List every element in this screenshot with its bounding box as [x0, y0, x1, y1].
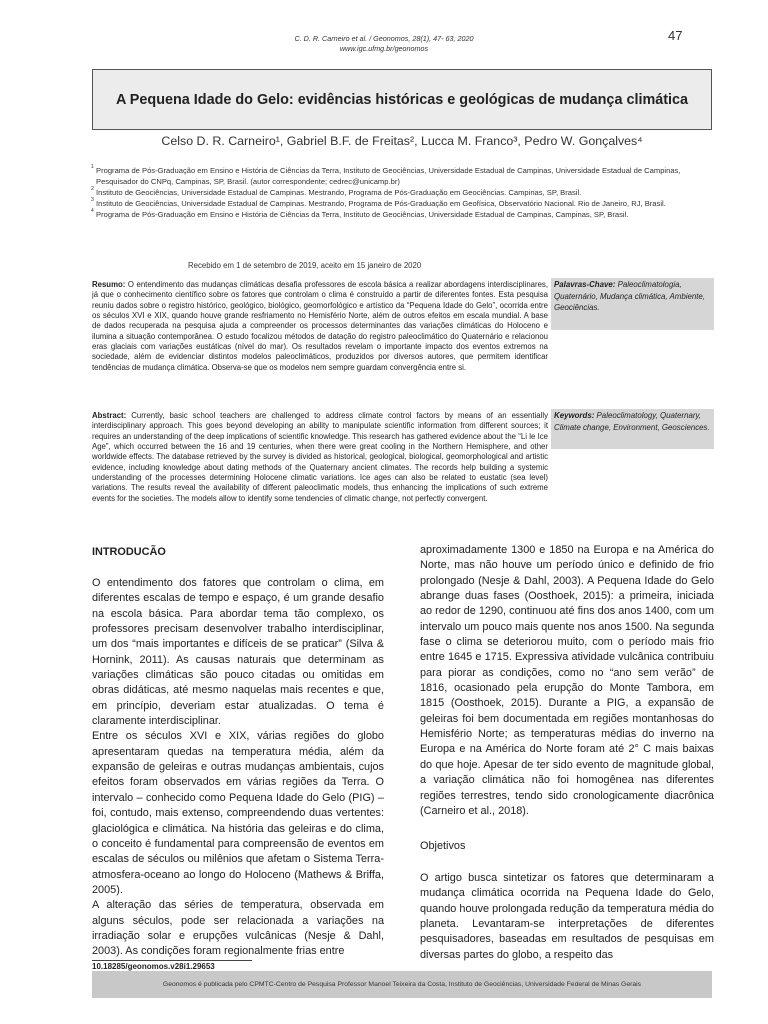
body-column-right	[420, 543, 714, 819]
body-paragraph: aproximadamente 1300 e 1850 na Europa e na América do Norte, mas não houve um período único e definido de frio prolongado (Nesje & Dahl, 2003). A Pequena Idade do Gelo abrange duas fases (Oosthoek, 2015): a primeira, iniciada ao redor de 1290, continuou até fins dos anos 1400, com um intervalo um pouco mais quente nos anos 1500. Na segunda fase o clima se deteriorou muito, com o período mais frio entre 1645 e 1715. Expressiva atividade vulcânica contribuiu para piorar as condições, como no “ano sem verão” de 1816, ocasionado pela erupção do Monte Tambora, em 1815 (Oosthoek, 2015). Durante a PIG, a expansão de geleiras foi bem documentada em regiões montanhosas do Hemisfério Norte; as temperaturas médias do inverno na Europa e na América do Norte foram até 2° C mais baixas do que hoje. Apesar de ter sido evento de magnitude global, a variação climática não foi homogênea nas diferentes regiões terrestres, tendo sido cronologicamente diacrônica (Carneiro et al., 2018).	[420, 544, 714, 817]
affiliation-text: Instituto de Geociências, Universidade Estadual de Campinas. Mestrando, Programa de Pós-Graduação em Geofísica, Observatório Nacional. Rio de Janeiro, RJ, Brasil.	[96, 199, 666, 208]
affiliation-4	[92, 209, 712, 220]
title-box	[92, 69, 712, 130]
affiliations	[92, 165, 712, 220]
citation-line-1: C. D. R. Carneiro et al. / Geonomos, 28(1), 47- 63, 2020	[294, 34, 474, 43]
abstract-text: Currently, basic school teachers are challenged to address climate control factors by means of an essentially interdisciplinary approach. This goes beyond developing an ability to manipulate scientific information from different sources; it requires an understanding of the deep implications of scientific knowledge. This research has gathered evidence about the “Li le Ice Age”, which occurred between the 16 and 19 centuries, when there were great cooling in the Northern Hemisphere, and other worldwide effects. The database retrieved by the survey is divided as historical, geological, biological, geomorphological and artistic evidence, including knowledge about dating methods of the Quaternary ancient climates. The records help building a systemic understanding of the processes determining Holocene climatic variations. Ice ages can also be related to eustatic (sea level) variations. The results reveal the availability of different paleoclimatic models, thus enhancing the implications of such extreme events for the societies. The models allow to identify some tendencies of climatic change, not perfectly convergent.	[92, 411, 548, 503]
affiliation-2	[92, 187, 712, 198]
article-title: A Pequena Idade do Gelo: evidências históricas e geológicas de mudança climática	[115, 91, 689, 108]
body-paragraph: Entre os séculos XVI e XIX, várias regiões do globo apresentaram quedas na temperatura média, além da expansão de geleiras e outras mudanças ambientais, cujos efeitos foram observados em várias regiões da Terra. O intervalo – conhecido como Pequena Idade do Gelo (PIG) – foi, contudo, mais extenso, compreendendo duas vertentes: glaciológica e climática. Na história das geleiras e do clima, o conceito é fundamental para compreensão de eventos em escalas de séculos ou milênios que afetam o Sistema Terra-atmosfera-oceano ao longo do Holoceno (Mathews & Briffa, 2005).	[92, 730, 384, 896]
affiliation-number: 1	[91, 164, 94, 170]
section-heading-introducao: INTRODUCÃO	[92, 546, 166, 558]
keywords-text: Paleoclimatology, Quaternary, Climate change, Environment, Geosciences.	[554, 411, 710, 432]
resumo-text: O entendimento das mudanças climáticas desafia professores de escola básica a realizar abordagens interdisciplinares, já que o conhecimento científico sobre os fatores que controlam o clima é construído a partir de diferentes fontes. Esta pesquisa reuniu dados sobre o registro histórico, geológico, biológico, geomorfológico e artístico da “Pequena Idade do Gelo”, ocorrida entre os séculos XVI e XIX, quando houve grande resfriamento no Hemisfério Norte, além de outros efeitos em escala mundial. A base de dados recuperada na pesquisa ajuda a compreender os processos determinantes das variações climáticas do Holoceno e ilumina a situação contemporânea. O estudo focalizou métodos de datação do registro paleoclimático do Quaternário e relacionou eras glaciais com variações eustáticas (nível do mar). Os resultados revelam o importante impacto dos eventos extremos na sociedade, além de evidenciar distintos modelos paleoclimáticos, produzidos por diversos autores, que permitem identificar tendências de mudança climática. Observa-se que os modelos nem sempre guardam convergência entre si.	[92, 280, 548, 372]
affiliation-number: 2	[91, 186, 94, 192]
palavras-chave-box	[551, 278, 714, 330]
affiliation-number: 4	[91, 208, 94, 214]
body-paragraph: A alteração das séries de temperatura, observada em alguns séculos, pode ser relacionada a variações na irradiação solar e erupções vulcânicas (Nesje & Dahl, 2003). As condições foram regionalmente frias entre	[92, 899, 384, 958]
palavras-chave-text: Paleoclimatologia, Quaternário, Mudança climática, Ambiente, Geociências.	[554, 280, 706, 313]
palavras-chave-label: Palavras-Chave:	[554, 280, 616, 289]
affiliation-1	[92, 165, 712, 187]
publisher-footer: Geonomos é publicada pelo CPMTC-Centro de Pesquisa Professor Manoel Teixeira da Costa, Instituto de Geociências, Universidade Federal de Minas Gerais	[92, 971, 712, 998]
doi-link[interactable]: 10.18285/geonomos.v28i1.29653	[92, 960, 252, 971]
subsection-heading-objetivos: Objetivos	[420, 840, 466, 852]
affiliation-text: Instituto de Geociências, Universidade Estadual de Campinas. Mestrando, Programa de Pós-Graduação em Geociências. Campinas, SP, Brasil.	[96, 188, 582, 197]
abstract-label: Abstract:	[92, 411, 127, 420]
affiliation-text: Programa de Pós-Graduação em Ensino e História de Ciências da Terra, Instituto de Geociências, Universidade Estadual de Campinas, Universidade Estadual de Campinas, Pesquisador do CNPq, Campinas, SP, Brasil. (autor correspondente; cedrec@unicamp.br)	[96, 166, 681, 186]
page-number: 47	[668, 28, 683, 43]
keywords-label: Keywords:	[554, 411, 595, 420]
affiliation-text: Programa de Pós-Graduação em Ensino e História de Ciências da Terra, Instituto de Geociências, Universidade Estadual de Campinas, Campinas, SP, Brasil.	[96, 210, 629, 219]
citation-line-2: www.igc.ufmg.br/geonomos	[339, 44, 429, 53]
affiliation-number: 3	[91, 197, 94, 203]
body-column-right-objetivos	[420, 871, 714, 963]
affiliation-3	[92, 198, 712, 209]
resumo-label: Resumo:	[92, 280, 126, 289]
journal-citation	[250, 34, 518, 54]
body-paragraph: O entendimento dos fatores que controlam o clima, em diferentes escalas de tempo e espaço, é um grande desafio na escola básica. Para abordar tema tão complexo, os professores precisam desenvolver trabalho interdisciplinar, um dos “mais importantes e difíceis de se praticar” (Silva & Hornink, 2011). As causas naturais que determinam as variações climáticas são pouco citadas ou omitidas em obras didáticas, até mesmo naquelas mais recentes e que, em princípio, deveriam estar atualizadas. O tema é claramente interdisciplinar.	[92, 577, 384, 728]
resumo-block	[92, 280, 548, 373]
received-date: Recebido em 1 de setembro de 2019, aceito em 15 janeiro de 2020	[188, 261, 422, 270]
keywords-box	[551, 409, 714, 449]
abstract-block	[92, 411, 548, 504]
body-paragraph: O artigo busca sintetizar os fatores que determinaram a mudança climática ocorrida na Pequena Idade do Gelo, quando houve prolongada redução da temperatura média do planeta. Levantaram-se interpretações de diferentes pesquisadores, baseadas em resultados de pesquisas em diversas partes do globo, a respeito das	[420, 872, 714, 961]
body-column-left	[92, 576, 384, 960]
author-list: Celso D. R. Carneiro¹, Gabriel B.F. de Freitas², Lucca M. Franco³, Pedro W. Gonçalves⁴	[161, 134, 643, 148]
